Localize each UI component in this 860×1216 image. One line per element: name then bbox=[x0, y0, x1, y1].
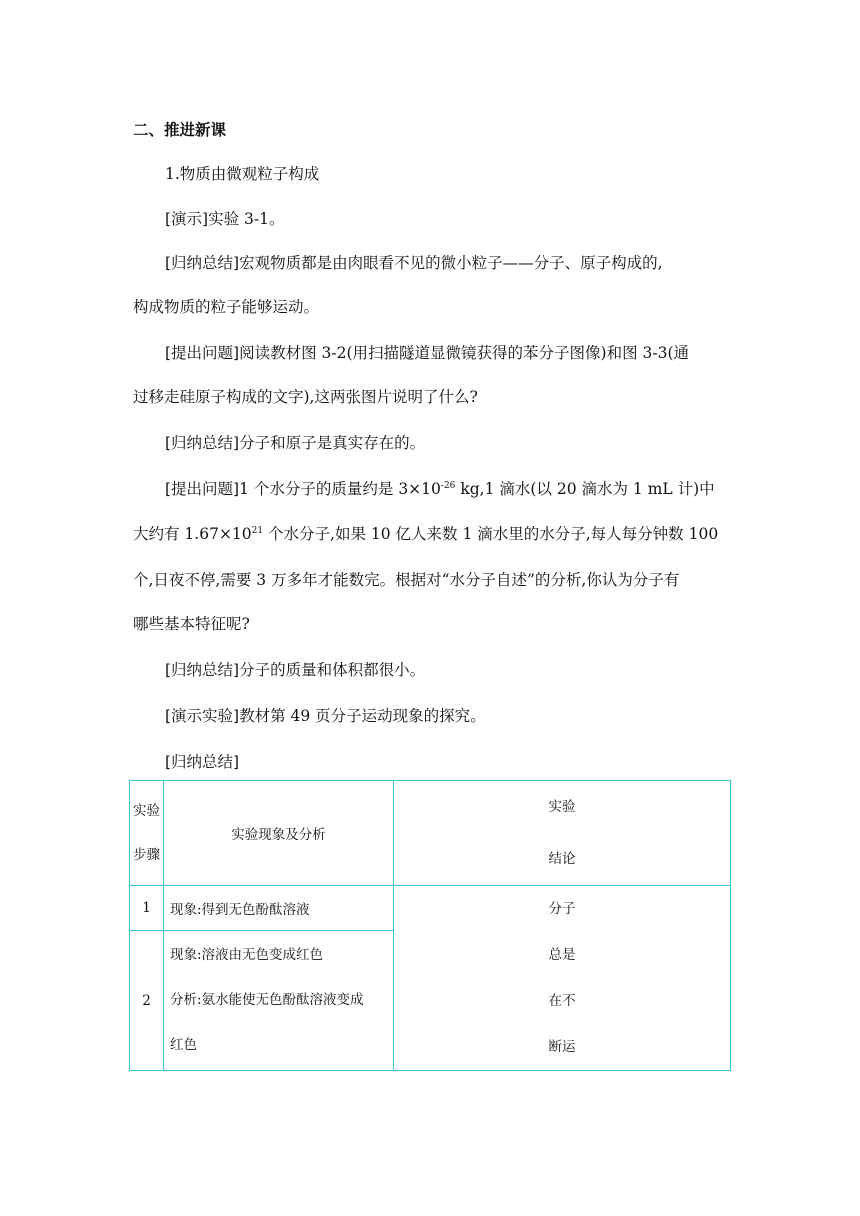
tag-summary: [归纳总结] bbox=[165, 434, 240, 452]
paragraph-summary-1-text: 宏观物质都是由肉眼看不见的微小粒子——分子、原子构成的, bbox=[239, 254, 663, 272]
paragraph-question-2-line3: 个,日夜不停,需要 3 万多年才能数完。根据对“水分子自述”的分析,你认为分子有 bbox=[133, 571, 680, 589]
row2-step: 2 bbox=[130, 931, 164, 1071]
paragraph-demo bbox=[165, 207, 285, 229]
experiment-table bbox=[129, 780, 731, 1071]
header-step-line2: 步骤 bbox=[133, 847, 160, 863]
header-conclusion bbox=[394, 781, 731, 886]
heading-particles: 1.物质由微观粒子构成 bbox=[165, 165, 320, 183]
paragraph-question-1 bbox=[165, 341, 689, 363]
tag-demo-experiment: [演示实验] bbox=[165, 707, 240, 725]
q2-exponent-2: 21 bbox=[251, 526, 264, 536]
conclusion-line-2: 总是 bbox=[548, 947, 576, 963]
conclusion-line-4: 断运 bbox=[548, 1039, 576, 1055]
paragraph-summary-2-text: 分子和原子是真实存在的。 bbox=[239, 434, 426, 452]
paragraph-summary-1-cont: 构成物质的粒子能够运动。 bbox=[133, 298, 320, 316]
header-step-line1: 实验 bbox=[133, 803, 160, 819]
tag-question: [提出问题] bbox=[165, 344, 240, 362]
paragraph-summary-2 bbox=[165, 431, 425, 453]
paragraph-summary-1 bbox=[165, 251, 663, 273]
row2-line-1: 现象:溶液由无色变成红色 bbox=[170, 947, 324, 963]
paragraph-demo-experiment bbox=[165, 704, 486, 726]
q2-part-b: kg,1 滴水(以 20 滴水为 1 mL 计)中 bbox=[455, 480, 715, 498]
header-conclusion-line1: 实验 bbox=[548, 799, 576, 815]
tag-summary: [归纳总结] bbox=[165, 254, 240, 272]
paragraph-summary-3-text: 分子的质量和体积都很小。 bbox=[239, 661, 426, 679]
row2-line-3: 红色 bbox=[170, 1037, 197, 1053]
paragraph-question-1-text: 阅读教材图 3-2(用扫描隧道显微镜获得的苯分子图像)和图 3-3(通 bbox=[239, 344, 690, 362]
tag-summary: [归纳总结] bbox=[165, 661, 240, 679]
q2-part-a: 1 个水分子的质量约是 3×10 bbox=[239, 480, 441, 498]
paragraph-question-2-line4: 哪些基本特征呢? bbox=[133, 615, 250, 633]
row1-phenomenon: 现象:得到无色酚酞溶液 bbox=[164, 886, 394, 931]
row1-step: 1 bbox=[130, 886, 164, 931]
header-phenomenon: 实验现象及分析 bbox=[164, 781, 394, 886]
q2-part-d: 个水分子,如果 10 亿人来数 1 滴水里的水分子,每人每分钟数 100 bbox=[263, 525, 719, 543]
paragraph-question-1-cont: 过移走硅原子构成的文字),这两张图片说明了什么? bbox=[133, 388, 478, 406]
tag-summary-table: [归纳总结] bbox=[165, 753, 240, 771]
conclusion-cell bbox=[394, 886, 731, 1071]
header-conclusion-line2: 结论 bbox=[548, 851, 576, 867]
section-title: 二、推进新课 bbox=[133, 121, 227, 139]
tag-question: [提出问题] bbox=[165, 480, 240, 498]
paragraph-question-2 bbox=[165, 477, 715, 499]
q2-exponent-1: -26 bbox=[440, 481, 456, 491]
tag-demo: [演示] bbox=[165, 210, 209, 228]
q2-part-c: 大约有 1.67×10 bbox=[133, 525, 252, 543]
header-step bbox=[130, 781, 164, 886]
table-row bbox=[130, 886, 731, 931]
conclusion-line-3: 在不 bbox=[548, 993, 576, 1009]
row2-line-2: 分析:氨水能使无色酚酞溶液变成 bbox=[170, 992, 364, 1008]
conclusion-line-1: 分子 bbox=[548, 901, 576, 917]
table-header-row bbox=[130, 781, 731, 886]
paragraph-demo-experiment-text: 教材第 49 页分子运动现象的探究。 bbox=[239, 707, 486, 725]
paragraph-question-2-line2 bbox=[133, 522, 718, 544]
paragraph-summary-3 bbox=[165, 658, 425, 680]
row2-phenomenon bbox=[164, 931, 394, 1071]
paragraph-demo-text: 实验 3-1。 bbox=[208, 210, 285, 228]
